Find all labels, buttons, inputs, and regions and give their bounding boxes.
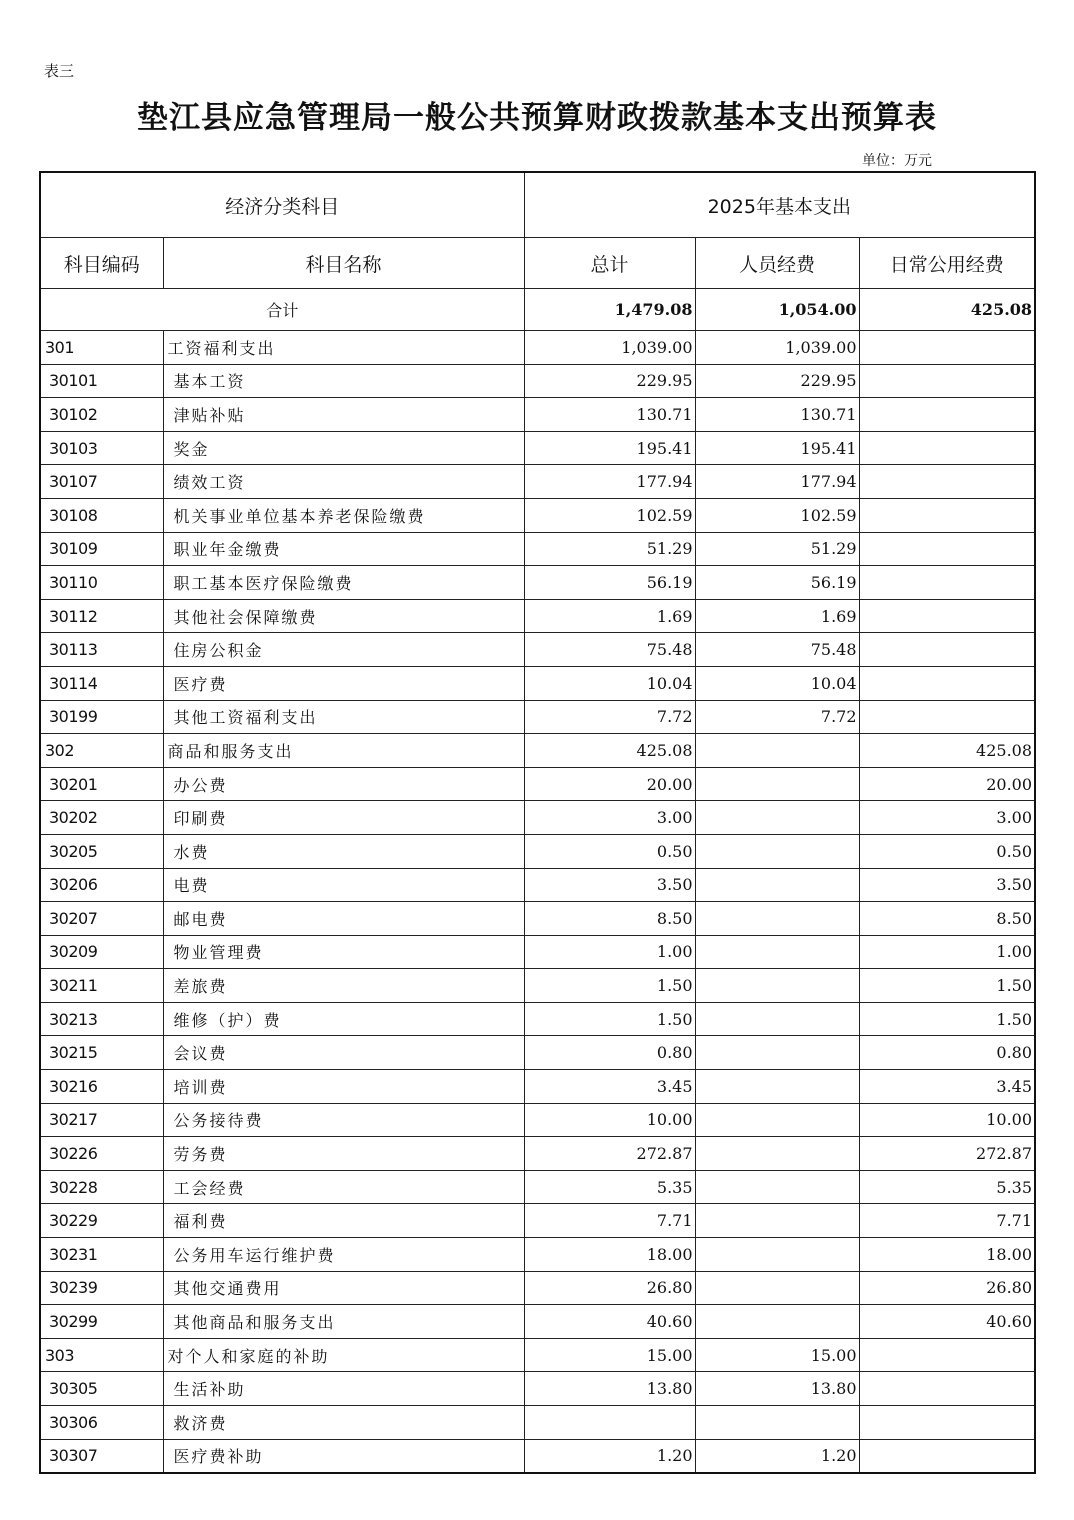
row-total: 8.50 [524, 902, 695, 936]
row-code: 30231 [40, 1238, 163, 1272]
table-row [40, 969, 1035, 1003]
row-personnel [695, 801, 859, 835]
row-personnel [695, 1305, 859, 1339]
row-code: 30216 [40, 1070, 163, 1104]
row-total: 1.50 [524, 969, 695, 1003]
total-row [40, 289, 1035, 331]
row-public: 10.00 [859, 1103, 1035, 1137]
row-code: 30209 [40, 935, 163, 969]
row-public: 425.08 [859, 734, 1035, 768]
row-code: 302 [40, 734, 163, 768]
row-personnel: 75.48 [695, 633, 859, 667]
table-row [40, 1103, 1035, 1137]
row-personnel [695, 1070, 859, 1104]
row-personnel: 195.41 [695, 431, 859, 465]
row-total: 56.19 [524, 566, 695, 600]
row-personnel [695, 1137, 859, 1171]
row-code: 30110 [40, 566, 163, 600]
row-personnel [695, 868, 859, 902]
row-public: 20.00 [859, 767, 1035, 801]
row-public [859, 431, 1035, 465]
row-public [859, 532, 1035, 566]
table-row [40, 734, 1035, 768]
row-code: 30206 [40, 868, 163, 902]
row-code: 301 [40, 331, 163, 365]
row-public: 7.71 [859, 1204, 1035, 1238]
row-code: 30205 [40, 834, 163, 868]
row-personnel: 1.69 [695, 599, 859, 633]
total-personnel: 1,054.00 [695, 289, 859, 331]
row-personnel [695, 1002, 859, 1036]
row-personnel: 7.72 [695, 700, 859, 734]
row-code: 30201 [40, 767, 163, 801]
row-public: 3.00 [859, 801, 1035, 835]
row-name: 邮电费 [163, 902, 524, 936]
table-row [40, 532, 1035, 566]
row-personnel [695, 902, 859, 936]
row-public: 3.50 [859, 868, 1035, 902]
row-public [859, 633, 1035, 667]
page-label: 表三 [44, 62, 75, 80]
row-personnel: 102.59 [695, 498, 859, 532]
row-public [859, 1439, 1035, 1473]
row-name: 福利费 [163, 1204, 524, 1238]
table-row [40, 431, 1035, 465]
header-basic-expenditure: 2025年基本支出 [524, 172, 1035, 238]
row-total: 3.45 [524, 1070, 695, 1104]
row-name: 工资福利支出 [163, 331, 524, 365]
row-code: 30239 [40, 1271, 163, 1305]
row-public [859, 700, 1035, 734]
row-total: 40.60 [524, 1305, 695, 1339]
row-public [859, 1372, 1035, 1406]
row-public [859, 465, 1035, 499]
row-code: 30107 [40, 465, 163, 499]
row-public [859, 498, 1035, 532]
row-personnel [695, 935, 859, 969]
table-row [40, 700, 1035, 734]
row-code: 30215 [40, 1036, 163, 1070]
row-name: 绩效工资 [163, 465, 524, 499]
row-total: 1,039.00 [524, 331, 695, 365]
table-row [40, 935, 1035, 969]
row-public [859, 1338, 1035, 1372]
row-personnel: 229.95 [695, 364, 859, 398]
row-personnel: 15.00 [695, 1338, 859, 1372]
header-economic-classification: 经济分类科目 [40, 172, 524, 238]
row-total: 18.00 [524, 1238, 695, 1272]
row-public [859, 566, 1035, 600]
row-public: 8.50 [859, 902, 1035, 936]
row-name: 工会经费 [163, 1170, 524, 1204]
row-name: 办公费 [163, 767, 524, 801]
row-total: 102.59 [524, 498, 695, 532]
row-name: 维修（护）费 [163, 1002, 524, 1036]
row-total: 1.69 [524, 599, 695, 633]
row-personnel: 1.20 [695, 1439, 859, 1473]
header-total: 总计 [524, 238, 695, 289]
row-name: 医疗费 [163, 666, 524, 700]
row-public: 26.80 [859, 1271, 1035, 1305]
row-code: 30226 [40, 1137, 163, 1171]
row-public: 18.00 [859, 1238, 1035, 1272]
unit-label: 单位：万元 [862, 153, 932, 169]
table-row [40, 1204, 1035, 1238]
row-total: 272.87 [524, 1137, 695, 1171]
row-total: 15.00 [524, 1338, 695, 1372]
table-row [40, 1372, 1035, 1406]
header-name: 科目名称 [163, 238, 524, 289]
row-total: 13.80 [524, 1372, 695, 1406]
row-public: 272.87 [859, 1137, 1035, 1171]
row-total: 3.00 [524, 801, 695, 835]
page-title: 垫江县应急管理局一般公共预算财政拨款基本支出预算表 [137, 100, 937, 136]
row-name: 会议费 [163, 1036, 524, 1070]
table-row [40, 1170, 1035, 1204]
row-code: 30211 [40, 969, 163, 1003]
row-public [859, 331, 1035, 365]
row-code: 303 [40, 1338, 163, 1372]
row-personnel: 10.04 [695, 666, 859, 700]
row-name: 机关事业单位基本养老保险缴费 [163, 498, 524, 532]
row-total: 10.00 [524, 1103, 695, 1137]
row-name: 电费 [163, 868, 524, 902]
row-total: 0.50 [524, 834, 695, 868]
row-public [859, 364, 1035, 398]
table-row [40, 1036, 1035, 1070]
row-personnel [695, 1271, 859, 1305]
table-row [40, 666, 1035, 700]
row-total: 177.94 [524, 465, 695, 499]
row-code: 30112 [40, 599, 163, 633]
row-total: 3.50 [524, 868, 695, 902]
row-code: 30101 [40, 364, 163, 398]
header-code: 科目编码 [40, 238, 163, 289]
header-public: 日常公用经费 [859, 238, 1035, 289]
row-public: 5.35 [859, 1170, 1035, 1204]
total-total: 1,479.08 [524, 289, 695, 331]
table-row [40, 498, 1035, 532]
row-name: 水费 [163, 834, 524, 868]
header-personnel: 人员经费 [695, 238, 859, 289]
row-name: 救济费 [163, 1406, 524, 1440]
table-row [40, 1271, 1035, 1305]
row-code: 30305 [40, 1372, 163, 1406]
row-code: 30114 [40, 666, 163, 700]
row-name: 公务用车运行维护费 [163, 1238, 524, 1272]
row-name: 印刷费 [163, 801, 524, 835]
row-personnel: 177.94 [695, 465, 859, 499]
row-name: 劳务费 [163, 1137, 524, 1171]
row-personnel [695, 1170, 859, 1204]
row-code: 30113 [40, 633, 163, 667]
row-code: 30202 [40, 801, 163, 835]
row-total: 229.95 [524, 364, 695, 398]
row-public [859, 666, 1035, 700]
row-code: 30306 [40, 1406, 163, 1440]
table-row [40, 767, 1035, 801]
table-row [40, 1238, 1035, 1272]
row-personnel: 51.29 [695, 532, 859, 566]
row-name: 奖金 [163, 431, 524, 465]
row-total: 20.00 [524, 767, 695, 801]
row-code: 30207 [40, 902, 163, 936]
row-total: 5.35 [524, 1170, 695, 1204]
row-code: 30228 [40, 1170, 163, 1204]
row-personnel [695, 834, 859, 868]
row-personnel [695, 1036, 859, 1070]
row-personnel [695, 969, 859, 1003]
row-name: 生活补助 [163, 1372, 524, 1406]
row-total: 1.20 [524, 1439, 695, 1473]
row-code: 30199 [40, 700, 163, 734]
row-total: 130.71 [524, 398, 695, 432]
row-name: 基本工资 [163, 364, 524, 398]
row-personnel [695, 1103, 859, 1137]
row-code: 30108 [40, 498, 163, 532]
row-total: 51.29 [524, 532, 695, 566]
row-name: 职业年金缴费 [163, 532, 524, 566]
row-public: 3.45 [859, 1070, 1035, 1104]
row-name: 对个人和家庭的补助 [163, 1338, 524, 1372]
table-row [40, 1070, 1035, 1104]
row-public [859, 398, 1035, 432]
table-row [40, 398, 1035, 432]
row-total: 26.80 [524, 1271, 695, 1305]
row-personnel: 130.71 [695, 398, 859, 432]
table-row [40, 1439, 1035, 1473]
row-public [859, 599, 1035, 633]
row-code: 30102 [40, 398, 163, 432]
table-row [40, 465, 1035, 499]
row-public: 0.50 [859, 834, 1035, 868]
row-total: 195.41 [524, 431, 695, 465]
table-row [40, 599, 1035, 633]
row-public: 1.00 [859, 935, 1035, 969]
row-total [524, 1406, 695, 1440]
row-name: 其他交通费用 [163, 1271, 524, 1305]
row-name: 商品和服务支出 [163, 734, 524, 768]
row-name: 其他社会保障缴费 [163, 599, 524, 633]
row-personnel [695, 734, 859, 768]
table-row [40, 801, 1035, 835]
row-total: 1.50 [524, 1002, 695, 1036]
row-personnel: 1,039.00 [695, 331, 859, 365]
total-label: 合计 [40, 289, 524, 331]
row-name: 物业管理费 [163, 935, 524, 969]
table-row [40, 1305, 1035, 1339]
row-personnel [695, 767, 859, 801]
row-personnel [695, 1238, 859, 1272]
row-code: 30109 [40, 532, 163, 566]
table-row [40, 1002, 1035, 1036]
row-total: 1.00 [524, 935, 695, 969]
row-personnel: 56.19 [695, 566, 859, 600]
table-row [40, 364, 1035, 398]
row-code: 30213 [40, 1002, 163, 1036]
table-row [40, 566, 1035, 600]
row-total: 0.80 [524, 1036, 695, 1070]
row-public: 0.80 [859, 1036, 1035, 1070]
row-code: 30217 [40, 1103, 163, 1137]
table-row [40, 1137, 1035, 1171]
row-public: 1.50 [859, 1002, 1035, 1036]
row-code: 30229 [40, 1204, 163, 1238]
table-row [40, 834, 1035, 868]
row-personnel: 13.80 [695, 1372, 859, 1406]
table-row [40, 868, 1035, 902]
row-public: 40.60 [859, 1305, 1035, 1339]
total-public: 425.08 [859, 289, 1035, 331]
row-name: 培训费 [163, 1070, 524, 1104]
row-total: 425.08 [524, 734, 695, 768]
row-personnel [695, 1406, 859, 1440]
table-row [40, 1406, 1035, 1440]
row-name: 差旅费 [163, 969, 524, 1003]
row-name: 其他商品和服务支出 [163, 1305, 524, 1339]
row-public [859, 1406, 1035, 1440]
row-name: 住房公积金 [163, 633, 524, 667]
row-personnel [695, 1204, 859, 1238]
table-row [40, 633, 1035, 667]
table-row [40, 902, 1035, 936]
row-name: 公务接待费 [163, 1103, 524, 1137]
budget-table [39, 171, 1036, 1474]
row-code: 30307 [40, 1439, 163, 1473]
table-row [40, 1338, 1035, 1372]
row-total: 7.71 [524, 1204, 695, 1238]
row-name: 其他工资福利支出 [163, 700, 524, 734]
row-name: 津贴补贴 [163, 398, 524, 432]
row-total: 10.04 [524, 666, 695, 700]
row-total: 7.72 [524, 700, 695, 734]
table-row [40, 331, 1035, 365]
row-public: 1.50 [859, 969, 1035, 1003]
row-code: 30103 [40, 431, 163, 465]
row-name: 医疗费补助 [163, 1439, 524, 1473]
row-name: 职工基本医疗保险缴费 [163, 566, 524, 600]
row-total: 75.48 [524, 633, 695, 667]
row-code: 30299 [40, 1305, 163, 1339]
